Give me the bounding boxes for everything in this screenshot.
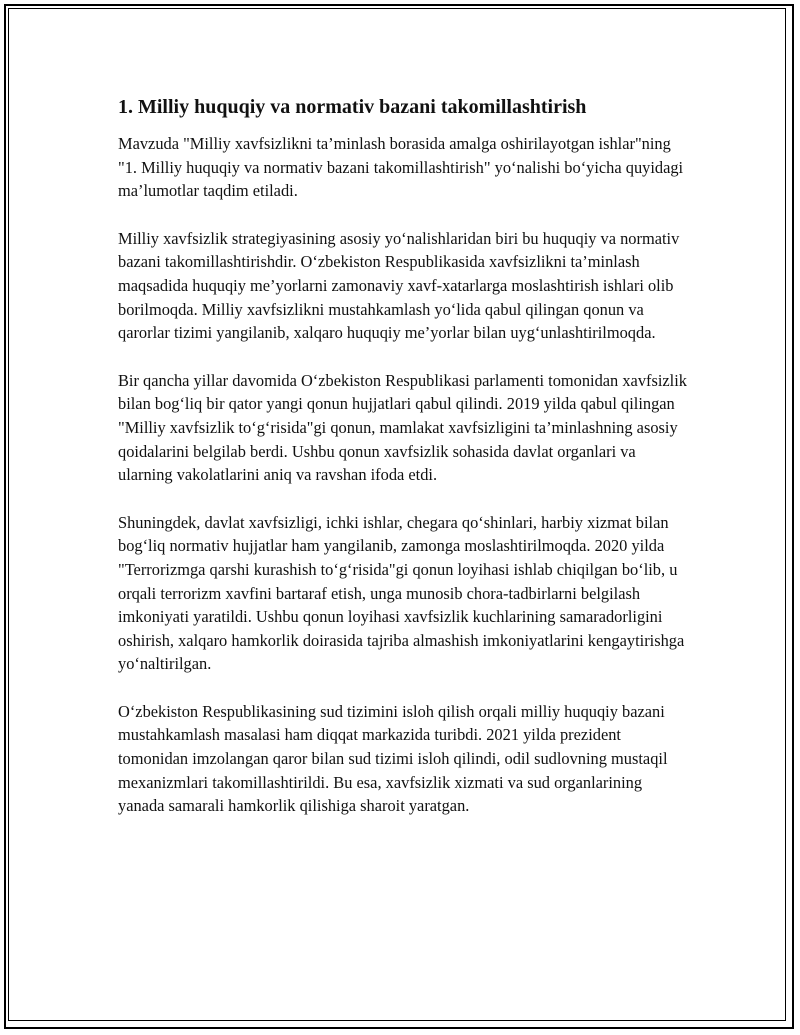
paragraph-intro: Mavzuda "Milliy xavfsizlikni ta’minlash borasida amalga oshirilayotgan ishlar"ning "1. Milliy huquqiy va normativ bazani takomillashtirish" yo‘nalishi bo‘yicha quyidagi ma’lumotlar taqdim etiladi. xyxy=(118,134,684,201)
paragraph-judicial-reform: O‘zbekiston Respublikasining sud tizimini isloh qilish orqali milliy huquqiy bazani mustahkamlash masalasi ham diqqat markazida turibdi. 2021 yilda prezident tomonidan imzolangan qaror bilan sud tizimi isloh qilindi, odil sudlovning mustaqil mexanizmlari takomillashtirildi. Bu esa, xavfsizlik xizmati va sud organlarining yanada samarali hamkorlik qilishiga sharoit yaratgan. xyxy=(118,701,668,816)
document-body xyxy=(118,94,688,842)
paragraph-strategy: Milliy xavfsizlik strategiyasining asosiy yo‘nalishlaridan biri bu huquqiy va normativ bazani takomillashtirishdir. O‘zbekiston Respublikasida xavfsizlikni ta’minlash maqsadida huquqiy me’yorlarni zamonaviy xavf-xatarlarga moslashtirish ishlari olib borilmoqda. Milliy xavfsizlikni mustahkamlash yo‘lida qabul qilingan qonun va qarorlar tizimi yangilanib, xalqaro huquqiy me’yorlar bilan uyg‘unlashtirilmoqda. xyxy=(118,228,680,343)
paragraph-normative-acts: Shuningdek, davlat xavfsizligi, ichki ishlar, chegara qo‘shinlari, harbiy xizmat bilan bog‘liq normativ hujjatlar ham yangilanib, zamonga moslashtirilmoqda. 2020 yilda "Terrorizmga qarshi kurashish to‘g‘risida"gi qonun loyihasi ishlab chiqilgan bo‘lib, u orqali terrorizm xavfini bartaraf etish, unga munosib chora-tadbirlarni belgilash imkoniyati yaratildi. Ushbu qonun loyihasi xavfsizlik kuchlarining samaradorligini oshirish, xalqaro hamkorlik doirasida tajriba almashish imkoniyatlarini kengaytirishga yo‘naltirilgan. xyxy=(118,512,685,674)
section-heading: 1. Milliy huquqiy va normativ bazani takomillashtirish xyxy=(118,96,587,118)
paragraph-laws: Bir qancha yillar davomida O‘zbekiston Respublikasi parlamenti tomonidan xavfsizlik bilan bog‘liq bir qator yangi qonun hujjatlari qabul qilindi. 2019 yilda qabul qilingan "Milliy xavfsizlik to‘g‘risida"gi qonun, mamlakat xavfsizligini ta’minlashning asosiy qoidalarini belgilab berdi. Ushbu qonun xavfsizlik sohasida davlat organlari va ularning vakolatlarini aniq va ravshan ifoda etdi. xyxy=(118,370,687,485)
